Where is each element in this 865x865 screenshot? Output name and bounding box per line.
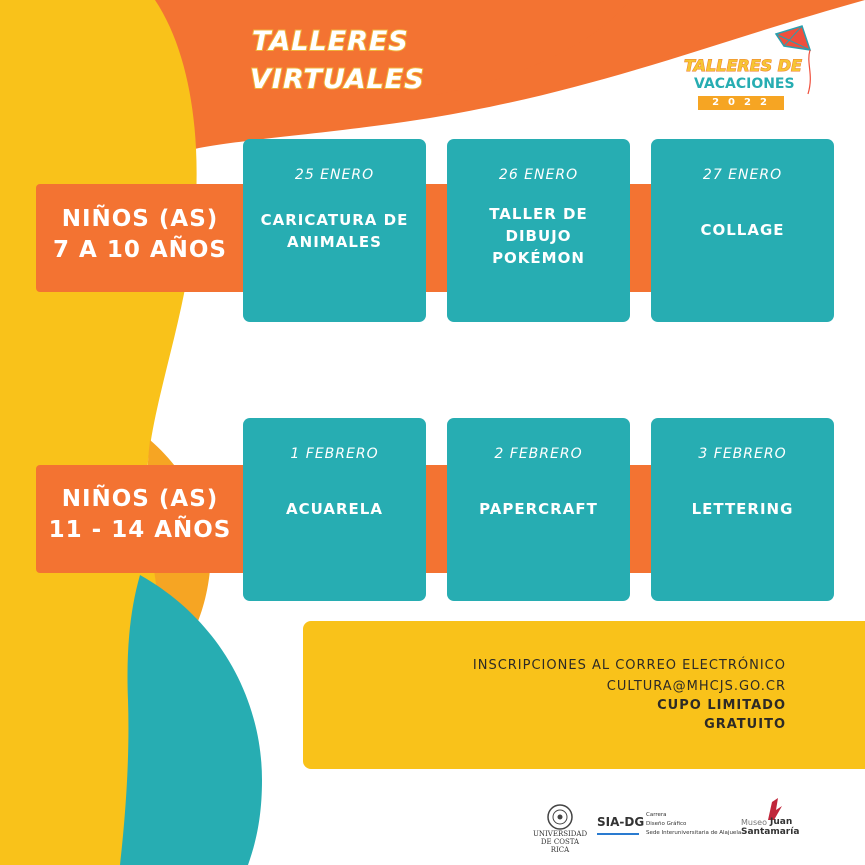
page-title-line2: VIRTUALES bbox=[250, 64, 425, 95]
workshop-title: PAPERCRAFT bbox=[479, 500, 598, 518]
workshop-date: 2 FEBRERO bbox=[494, 446, 583, 462]
workshop-title: ACUARELA bbox=[286, 500, 383, 518]
logo-line2: VACACIONES bbox=[694, 76, 795, 92]
email-link[interactable]: CULTURA@MHCJS.GO.CR bbox=[606, 679, 786, 694]
sia-sub-line1: Carrera bbox=[646, 812, 667, 818]
sia-sub-line3: Sede Interuniversitaria de Alajuela bbox=[646, 830, 742, 836]
workshop-date: 25 ENERO bbox=[294, 167, 375, 183]
logo-line1: TALLERES DE bbox=[684, 56, 802, 75]
museo-name-1: Juan bbox=[770, 817, 793, 827]
workshop-title: TALLER DE DIBUJO POKÉMON bbox=[489, 205, 588, 267]
registration-text: INSCRIPCIONES AL CORREO ELECTRÓNICO bbox=[472, 658, 786, 673]
free-text: GRATUITO bbox=[704, 717, 786, 732]
ucr-logo-text: UNIVERSIDAD DE COSTA RICA bbox=[533, 830, 588, 854]
logo-year: 2022 bbox=[698, 96, 784, 110]
sia-dg-subtitle bbox=[646, 811, 741, 838]
workshop-card[interactable] bbox=[243, 139, 426, 322]
age-group-2-line1: NIÑOS (AS) bbox=[61, 486, 219, 512]
workshop-date: 26 ENERO bbox=[498, 167, 579, 183]
limited-spots-text: CUPO LIMITADO bbox=[657, 698, 786, 713]
page-title-line1: TALLERES bbox=[252, 26, 409, 57]
age-group-label-1 bbox=[40, 204, 240, 266]
age-group-1-line2: 7 A 10 AÑOS bbox=[53, 237, 227, 263]
age-group-1-line1: NIÑOS (AS) bbox=[61, 206, 219, 232]
sia-sub-line2: Diseño Gráfico bbox=[646, 821, 687, 827]
workshop-title: CARICATURA DE ANIMALES bbox=[260, 211, 409, 251]
sia-dg-underline bbox=[597, 833, 639, 835]
workshop-card[interactable] bbox=[651, 139, 834, 322]
workshop-card[interactable] bbox=[651, 418, 834, 601]
museo-name-2: Santamaría bbox=[741, 827, 800, 837]
museo-label: Museo bbox=[741, 818, 767, 827]
workshop-card[interactable] bbox=[447, 418, 630, 601]
workshop-title: COLLAGE bbox=[700, 221, 785, 239]
age-group-label-2 bbox=[40, 484, 240, 546]
teal-shape-bottom bbox=[120, 575, 262, 865]
workshop-title: LETTERING bbox=[691, 500, 794, 518]
age-group-2-line2: 11 - 14 AÑOS bbox=[48, 517, 232, 543]
workshop-card[interactable] bbox=[243, 418, 426, 601]
talleres-logo bbox=[676, 24, 816, 116]
workshop-date: 1 FEBRERO bbox=[290, 446, 379, 462]
workshop-date: 3 FEBRERO bbox=[698, 446, 787, 462]
ucr-emblem-icon bbox=[545, 803, 575, 831]
workshop-card[interactable] bbox=[447, 139, 630, 322]
sia-dg-logo: SIA-DG bbox=[597, 815, 645, 829]
registration-info-box bbox=[303, 621, 865, 769]
workshop-date: 27 ENERO bbox=[702, 167, 783, 183]
